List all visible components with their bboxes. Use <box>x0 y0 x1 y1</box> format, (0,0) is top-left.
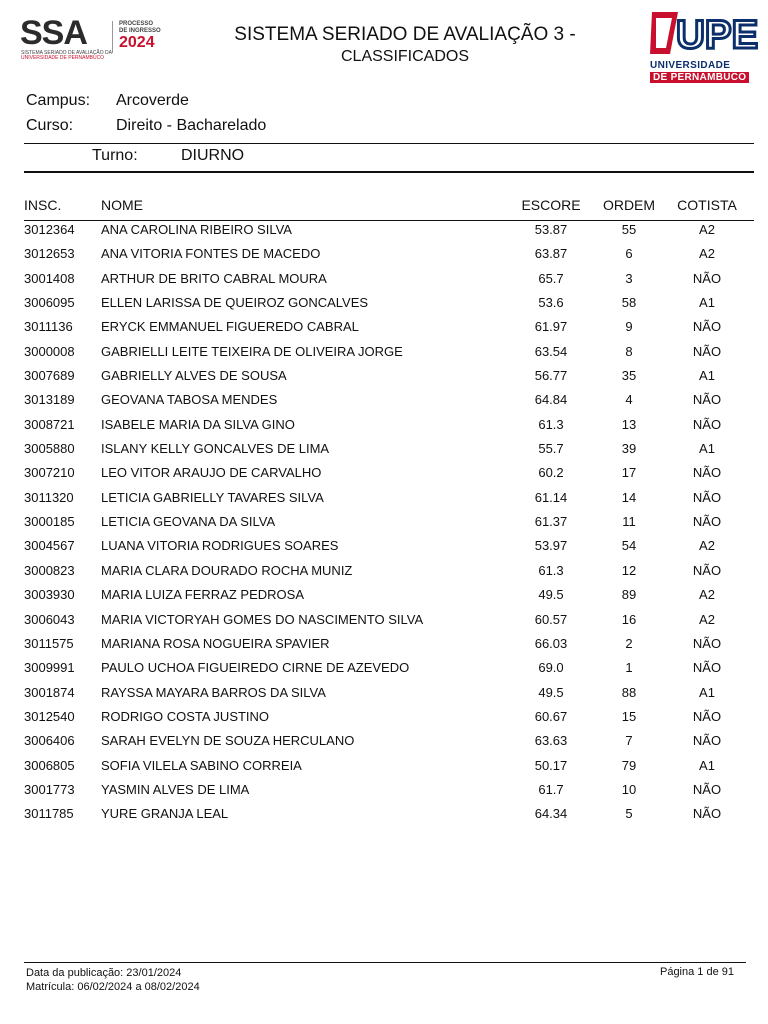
cell-cotista: NÃO <box>692 635 722 651</box>
table-row <box>0 416 768 440</box>
cell-insc: 3008721 <box>24 416 75 432</box>
cell-ordem: 10 <box>621 781 637 797</box>
header-nome: NOME <box>101 197 143 213</box>
table-row <box>0 367 768 391</box>
cell-insc: 3006095 <box>24 295 75 311</box>
cell-ordem: 39 <box>621 441 637 457</box>
cell-nome: ERYCK EMMANUEL FIGUEREDO CABRAL <box>101 319 359 335</box>
cell-cotista: A1 <box>699 684 715 700</box>
cell-ordem: 35 <box>621 368 637 384</box>
cell-nome: LUANA VITORIA RODRIGUES SOARES <box>101 538 339 554</box>
cell-ordem: 8 <box>625 343 633 359</box>
table-row <box>0 611 768 635</box>
cell-insc: 3009991 <box>24 660 75 676</box>
cell-nome: MARIA LUIZA FERRAZ PEDROSA <box>101 587 304 603</box>
cell-nome: PAULO UCHOA FIGUEIREDO CIRNE DE AZEVEDO <box>101 660 410 676</box>
page-title-line1: SISTEMA SERIADO DE AVALIAÇÃO 3 - <box>234 24 576 45</box>
table-row <box>0 440 768 464</box>
cell-ordem: 9 <box>625 319 633 335</box>
turno-row <box>92 147 244 165</box>
cell-ordem: 17 <box>621 465 637 481</box>
cell-ordem: 54 <box>621 538 637 554</box>
ssa-process-badge <box>112 21 161 53</box>
cell-ordem: 88 <box>621 684 637 700</box>
table-row <box>0 245 768 269</box>
cell-escore: 60.67 <box>534 708 568 724</box>
cell-cotista: NÃO <box>692 416 722 432</box>
ssa-process-line1: PROCESSO <box>119 21 154 27</box>
cell-escore: 53.97 <box>534 538 568 554</box>
turno-label: Turno: <box>92 147 138 164</box>
cell-escore: 49.5 <box>538 684 564 700</box>
cell-cotista: A1 <box>699 441 715 457</box>
cell-insc: 3006406 <box>24 733 75 749</box>
cell-insc: 3006805 <box>24 757 75 773</box>
cell-cotista: NÃO <box>692 660 722 676</box>
cell-cotista: A1 <box>699 368 715 384</box>
table-row <box>0 294 768 318</box>
table-row <box>0 537 768 561</box>
cell-insc: 3006043 <box>24 611 75 627</box>
cell-ordem: 14 <box>621 489 637 505</box>
cell-insc: 3000008 <box>24 343 75 359</box>
cell-cotista: NÃO <box>692 733 722 749</box>
cell-nome: RAYSSA MAYARA BARROS DA SILVA <box>101 684 326 700</box>
table-row <box>0 781 768 805</box>
campus-value: Arcoverde <box>116 92 189 109</box>
ssa-logo-subtitle-line2: UNIVERSIDADE DE PERNAMBUCO <box>21 55 105 61</box>
cell-escore: 60.2 <box>538 465 564 481</box>
cell-insc: 3012364 <box>24 222 75 237</box>
upe-logo <box>648 8 758 92</box>
table-row <box>0 391 768 415</box>
table-row <box>0 343 768 367</box>
table-row <box>0 684 768 708</box>
classified-table-body <box>0 221 768 830</box>
table-row <box>0 708 768 732</box>
upe-logo-line2: DE PERNAMBUCO <box>650 72 749 83</box>
curso-label: Curso: <box>26 117 74 134</box>
table-row <box>0 221 768 245</box>
cell-nome: RODRIGO COSTA JUSTINO <box>101 708 270 724</box>
cell-insc: 3001408 <box>24 270 75 286</box>
cell-ordem: 13 <box>621 416 637 432</box>
cell-nome: LETICIA GABRIELLY TAVARES SILVA <box>101 489 324 505</box>
cell-nome: ELLEN LARISSA DE QUEIROZ GONCALVES <box>101 295 369 311</box>
table-row <box>0 805 768 829</box>
cell-insc: 3000823 <box>24 562 75 578</box>
cell-ordem: 6 <box>625 246 633 262</box>
campus-row <box>26 92 189 110</box>
page-number: Página 1 de 91 <box>659 966 734 978</box>
table-row <box>0 732 768 756</box>
cell-cotista: NÃO <box>692 781 722 797</box>
table-row <box>0 489 768 513</box>
cell-nome: MARIANA ROSA NOGUEIRA SPAVIER <box>101 635 330 651</box>
cell-nome: GABRIELLY ALVES DE SOUSA <box>101 368 287 384</box>
cell-cotista: NÃO <box>692 319 722 335</box>
cell-escore: 65.7 <box>538 270 564 286</box>
cell-ordem: 58 <box>621 295 637 311</box>
cell-nome: ISABELE MARIA DA SILVA GINO <box>101 416 295 432</box>
cell-cotista: A1 <box>699 757 715 773</box>
cell-ordem: 5 <box>625 806 633 822</box>
cell-insc: 3001874 <box>24 684 75 700</box>
cell-cotista: NÃO <box>692 343 722 359</box>
cell-escore: 55.7 <box>538 441 564 457</box>
cell-nome: MARIA VICTORYAH GOMES DO NASCIMENTO SILVA <box>101 611 424 627</box>
upe-logo-line1: UNIVERSIDADE <box>650 60 731 71</box>
cell-cotista: A2 <box>699 587 715 603</box>
cell-escore: 64.84 <box>534 392 568 408</box>
cell-escore: 63.63 <box>534 733 568 749</box>
cell-escore: 53.87 <box>534 222 568 237</box>
cell-escore: 50.17 <box>534 757 568 773</box>
turno-value: DIURNO <box>181 147 245 164</box>
footer-divider <box>24 962 746 963</box>
cell-cotista: A2 <box>699 538 715 554</box>
table-row <box>0 464 768 488</box>
cell-insc: 3007210 <box>24 465 75 481</box>
cell-cotista: A1 <box>699 295 715 311</box>
cell-insc: 3011136 <box>24 319 73 335</box>
cell-insc: 3012540 <box>24 708 75 724</box>
cell-escore: 49.5 <box>538 587 564 603</box>
cell-insc: 3011575 <box>24 635 74 651</box>
divider <box>24 171 754 173</box>
cell-escore: 61.37 <box>534 514 568 530</box>
cell-nome: LETICIA GEOVANA DA SILVA <box>101 514 276 530</box>
cell-escore: 61.3 <box>538 416 564 432</box>
cell-escore: 69.0 <box>538 660 564 676</box>
curso-row <box>26 117 266 135</box>
header-ordem: ORDEM <box>602 197 656 213</box>
ssa-logo-subtitle-line1: SISTEMA SERIADO DE AVALIAÇÃO DA <box>21 50 112 56</box>
cell-escore: 61.3 <box>538 562 564 578</box>
cell-cotista: NÃO <box>692 270 722 286</box>
cell-nome: ANA CAROLINA RIBEIRO SILVA <box>101 222 292 237</box>
divider <box>24 143 754 144</box>
page-title <box>190 24 620 68</box>
cell-insc: 3007689 <box>24 368 75 384</box>
table-row <box>0 270 768 294</box>
cell-nome: ANA VITORIA FONTES DE MACEDO <box>101 246 321 262</box>
cell-insc: 3011320 <box>24 489 74 505</box>
cell-insc: 3011785 <box>24 806 74 822</box>
cell-escore: 60.57 <box>534 611 568 627</box>
campus-label: Campus: <box>26 92 91 109</box>
cell-ordem: 4 <box>625 392 633 408</box>
cell-insc: 3000185 <box>24 514 75 530</box>
cell-insc: 3005880 <box>24 441 75 457</box>
table-row <box>0 659 768 683</box>
table-row <box>0 757 768 781</box>
footer <box>26 966 200 994</box>
upe-logo-mark-icon <box>648 8 758 58</box>
ssa-process-year: 2024 <box>119 34 155 51</box>
cell-ordem: 11 <box>622 514 636 530</box>
cell-ordem: 79 <box>621 757 637 773</box>
cell-cotista: A2 <box>699 611 715 627</box>
publication-date: Data da publicação: 23/01/2024 <box>26 967 182 979</box>
cell-nome: ARTHUR DE BRITO CABRAL MOURA <box>101 270 327 286</box>
cell-cotista: A2 <box>699 246 715 262</box>
cell-escore: 63.54 <box>534 343 568 359</box>
ssa-logo-subtitle <box>21 51 116 61</box>
cell-nome: ISLANY KELLY GONCALVES DE LIMA <box>101 441 330 457</box>
cell-insc: 3013189 <box>24 392 75 408</box>
cell-escore: 61.14 <box>534 489 568 505</box>
table-row <box>0 562 768 586</box>
document-header <box>0 0 768 83</box>
cell-ordem: 55 <box>621 222 637 237</box>
cell-nome: MARIA CLARA DOURADO ROCHA MUNIZ <box>101 562 353 578</box>
table-row <box>0 586 768 610</box>
header-escore: ESCORE <box>521 197 581 213</box>
cell-nome: SARAH EVELYN DE SOUZA HERCULANO <box>101 733 355 749</box>
cell-escore: 63.87 <box>534 246 568 262</box>
cell-nome: GEOVANA TABOSA MENDES <box>101 392 278 408</box>
curso-value: Direito - Bacharelado <box>116 117 267 134</box>
cell-ordem: 3 <box>625 270 633 286</box>
cell-escore: 61.97 <box>534 319 568 335</box>
cell-escore: 61.7 <box>538 781 564 797</box>
table-row <box>0 318 768 342</box>
cell-ordem: 1 <box>625 660 633 676</box>
cell-insc: 3003930 <box>24 587 75 603</box>
cell-insc: 3012653 <box>24 246 75 262</box>
page-title-line2: CLASSIFICADOS <box>340 48 470 65</box>
cell-ordem: 89 <box>621 587 637 603</box>
cell-insc: 3004567 <box>24 538 75 554</box>
cell-insc: 3001773 <box>24 781 75 797</box>
cell-escore: 64.34 <box>534 806 568 822</box>
ssa-logo <box>20 14 170 64</box>
cell-cotista: NÃO <box>692 489 722 505</box>
cell-cotista: NÃO <box>692 514 722 530</box>
cell-ordem: 2 <box>625 635 633 651</box>
enrollment-period: Matrícula: 06/02/2024 a 08/02/2024 <box>26 981 200 993</box>
cell-nome: YASMIN ALVES DE LIMA <box>101 781 250 797</box>
cell-cotista: NÃO <box>692 392 722 408</box>
ssa-logo-mark: SSA <box>20 14 87 52</box>
cell-escore: 66.03 <box>534 635 568 651</box>
cell-nome: SOFIA VILELA SABINO CORREIA <box>101 757 302 773</box>
table-header <box>0 197 768 217</box>
cell-cotista: NÃO <box>692 562 722 578</box>
header-insc: INSC. <box>24 197 62 213</box>
ssa-process-line2: DE INGRESSO <box>119 28 161 34</box>
cell-cotista: A2 <box>699 222 715 237</box>
cell-ordem: 16 <box>621 611 637 627</box>
cell-ordem: 7 <box>625 733 633 749</box>
cell-cotista: NÃO <box>692 465 722 481</box>
cell-nome: LEO VITOR ARAUJO DE CARVALHO <box>101 465 322 481</box>
cell-nome: YURE GRANJA LEAL <box>101 806 229 822</box>
cell-ordem: 12 <box>621 562 637 578</box>
cell-ordem: 15 <box>621 708 637 724</box>
upe-logo-mark-text: UPE <box>676 13 758 57</box>
cell-cotista: NÃO <box>692 806 722 822</box>
cell-escore: 56.77 <box>534 368 568 384</box>
table-row <box>0 635 768 659</box>
cell-escore: 53.6 <box>538 295 564 311</box>
header-cotista: COTISTA <box>677 197 737 213</box>
cell-nome: GABRIELLI LEITE TEIXEIRA DE OLIVEIRA JORGE <box>101 343 403 359</box>
table-row <box>0 513 768 537</box>
cell-cotista: NÃO <box>692 708 722 724</box>
